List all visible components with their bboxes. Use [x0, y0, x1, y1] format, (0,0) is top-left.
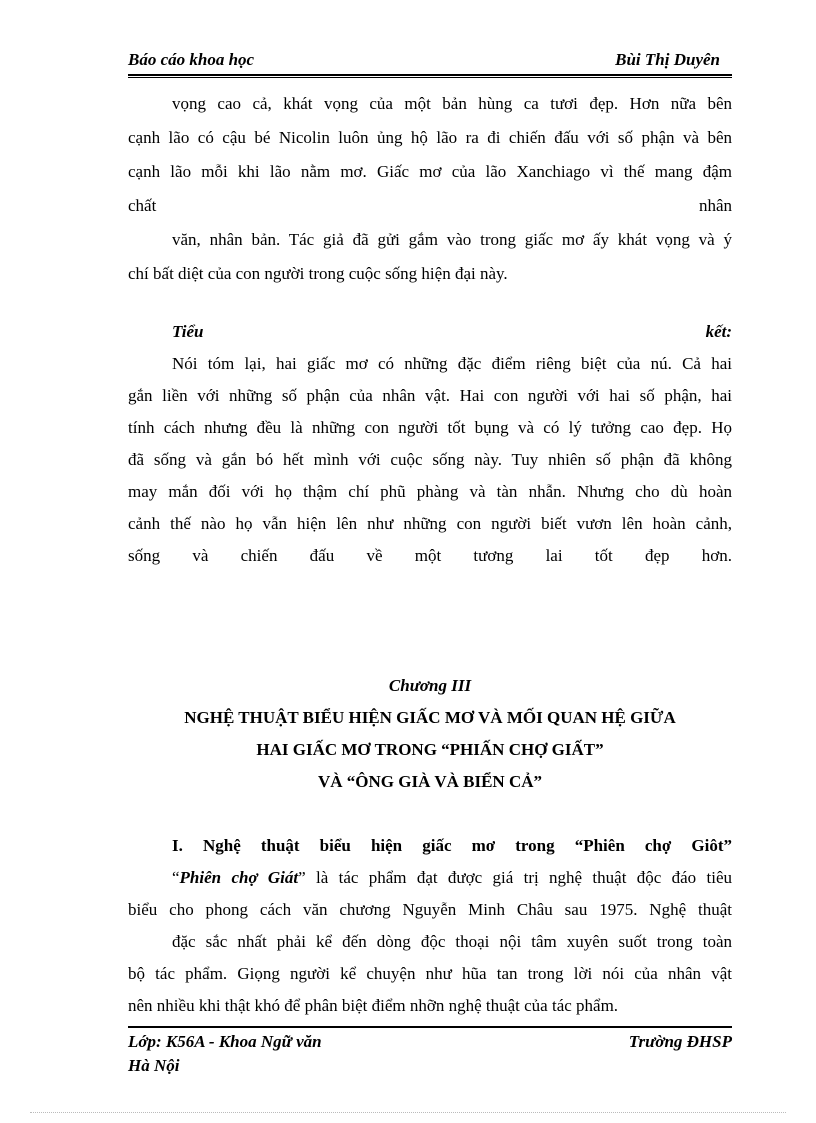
chapter-label: Chương III — [388, 676, 472, 695]
paragraph-line: cạnh lão có cậu bé Nicolin luôn ủng hộ lão ra đi chiến đấu với số phận và bên — [128, 128, 732, 147]
quote-open: “ — [172, 868, 180, 887]
summary-line: gắn liền với những số phận của nhân vật. Hai con người với hai số phận, hai — [128, 386, 732, 405]
summary-heading — [128, 316, 732, 348]
paragraph-word: nhân — [698, 196, 732, 215]
footer-rule — [128, 1026, 732, 1028]
chapter-title-line: HAI GIẤC MƠ TRONG “PHIẤN CHỢ GIẤT” — [256, 740, 604, 759]
section-heading: I. Nghệ thuật biểu hiện giấc mơ trong “Phiên chợ Giôt” — [172, 836, 732, 855]
summary-heading-left: Tiểu — [172, 322, 204, 341]
section-line-rest: ” là tác phẩm đạt được giá trị nghệ thuật độc đáo tiêu — [298, 868, 732, 887]
chapter-title-line: VÀ “ÔNG GIÀ VÀ BIỂN CẢ” — [317, 772, 542, 791]
section-line: bộ tác phẩm. Giọng người kể chuyện như hũa tan trong lời nói của nhân vật — [128, 964, 732, 983]
paragraph-line: vọng cao cả, khát vọng của một bản hùng ca tươi đẹp. Hơn nữa bên — [172, 94, 732, 113]
chapter-title-line: NGHỆ THUẬT BIỂU HIỆN GIẤC MƠ VÀ MỐI QUAN HỆ GIỮA — [184, 708, 676, 727]
paragraph-line-split — [128, 190, 732, 222]
paragraph-line: chí bất diệt của con người trong cuộc sống hiện đại này. — [128, 264, 508, 283]
summary-line: Nói tóm lại, hai giấc mơ có những đặc điểm riêng biệt của nú. Cả hai — [172, 354, 732, 373]
summary-line: tính cách nhưng đều là những con người tốt bụng và có lý tưởng cao đẹp. Họ — [128, 418, 732, 437]
section-line: đặc sắc nhất phải kể đến dòng độc thoại nội tâm xuyên suốt trong toàn — [172, 932, 732, 951]
page-edge-dotted-line — [30, 1112, 786, 1113]
footer-school: Trường ĐHSP — [628, 1032, 732, 1051]
header-left-title: Báo cáo khoa học — [128, 50, 255, 69]
summary-heading-right: kết: — [705, 322, 732, 341]
summary-line: đã sống và gắn bó hết mình với cuộc sống này. Tuy nhiên số phận đã không — [128, 450, 732, 469]
work-title: Phiên chợ Giát — [179, 868, 299, 887]
page-header — [128, 50, 732, 72]
footer-class: Lớp: K56A - Khoa Ngữ văn — [128, 1032, 322, 1051]
header-rule — [128, 74, 732, 78]
paragraph-word: chất — [128, 196, 157, 215]
summary-line: may mắn đối với họ thậm chí phũ phàng và tàn nhẫn. Nhưng cho dù hoàn — [128, 482, 732, 501]
page-footer — [128, 1030, 732, 1078]
header-author: Bùi Thị Duyên — [615, 50, 720, 69]
paragraph-line: cạnh lão mỗi khi lão nằm mơ. Giấc mơ của lão Xanchiago vì thế mang đậm — [128, 162, 732, 181]
section-line: biểu cho phong cách văn chương Nguyễn Minh Châu sau 1975. Nghệ thuật — [128, 900, 732, 919]
summary-line: cảnh thế nào họ vẫn hiện lên như những con người biết vươn lên hoàn cảnh, — [128, 514, 732, 533]
summary-line: sống và chiến đấu về một tương lai tốt đẹp hơn. — [128, 546, 732, 565]
section-line — [128, 862, 732, 894]
paragraph-line: văn, nhân bản. Tác giả đã gửi gắm vào trong giấc mơ ấy khát vọng và ý — [172, 230, 732, 249]
footer-city: Hà Nội — [128, 1056, 180, 1075]
section-line: nên nhiều khi thật khó để phân biệt điểm nhỡn nghệ thuật của tác phẩm. — [128, 996, 619, 1015]
